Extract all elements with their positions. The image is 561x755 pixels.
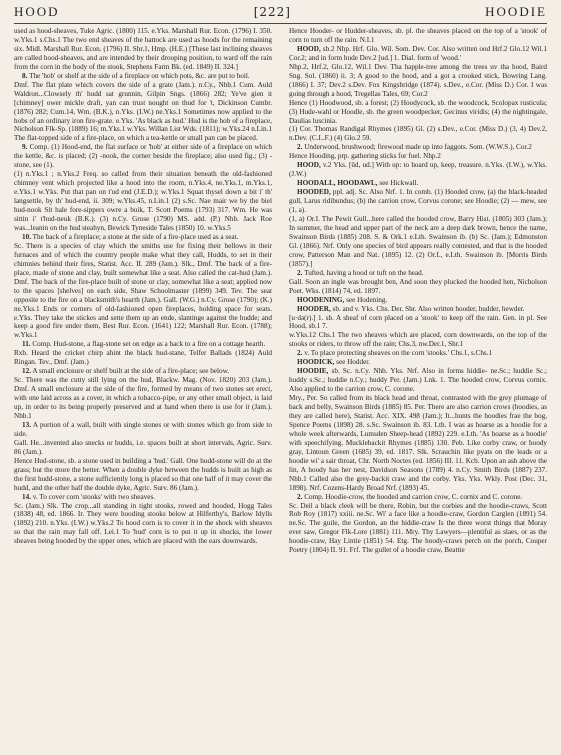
- dictionary-entry: [289, 358, 547, 367]
- entry-headword: HOODALL, HOODAWL,: [297, 179, 378, 188]
- dictionary-entry: [289, 269, 547, 278]
- dictionary-entry: [14, 143, 272, 170]
- entry-headword: HOODER,: [297, 304, 331, 313]
- entry-text: [u·də(r).] 1. sb. A sheaf of corn placed on a 'stook' to keep off the rain. Gen. in pl. See Hood, sb.1 7.: [289, 313, 547, 331]
- left-column: [14, 27, 272, 749]
- entry-text: Sc. There was the cutty still lying on the hud, Blackw. Mag. (Nov. 1820) 203 (Jam.). Dmf. A small enclosure at the side of the fire, formed by means of two stones set erect, with one laid across as a cover, in which a tobacco-pipe, or any other small object, is laid up, in order to its being properly preserved and at hand when there is use for it (Jam.). Nhb.1: [14, 376, 272, 420]
- entry-text: Hence Hooding, prp. gathering sticks for fuel. Nhp.2: [289, 152, 441, 161]
- entry-text: Comp. Hoodie-crow, the hooded and carrion crow, C. cornix and C. corone.: [304, 492, 523, 501]
- entry-headword: 9.: [22, 143, 28, 152]
- dictionary-entry: [14, 493, 272, 502]
- entry-text: see Hickwall.: [379, 179, 419, 188]
- entry-text: Mry., Per. So called from its black head and throat, contrasted with the grey plumage of back and belly, Swainson Birds (1885) 85. Per. There are also carrion crows (hoodies, as they are called here), Statist. Acc. XIX. 498 (Jam.); It...hunts the hoodies frae the bog, Spence Poems (1898) 28. s.Sc. Swainson ib. 83. Lth. I was as hoarse as a hoodie for a whole week afterwards, Lumsden Sheep-head (1892) 229. e.Lth. 'As hoarse as a hoodie' with speechifying, Mucklebackit Rhymes (1885) 130. Peb. Like corby craw, or hoody gray, Lintoun Green (1685) 39, ed. 1817. Slk. Scrauchin like pyats on the leads or a hoodie wi' a sair throat, Chr. North Noctes (ed. 1856) III. 11. Kcb. Upon an ash above the lin, A hoody has her nest, Davidson Seasons (1789) 4. n.Cy. Smith Birds (1887) 237. Nhb.1 Called also the grey-backit craw and the corby. Yks. Yks. Wkly. Post (Dec. 31, 1898). Nrf. Cozens-Hardy Broad Nrf. (1893) 45.: [289, 394, 547, 492]
- dictionary-entry: [289, 305, 547, 314]
- dictionary-entry: [289, 331, 547, 349]
- entry-text: see Hodening.: [346, 295, 388, 304]
- dictionary-entry: [289, 215, 547, 269]
- header-right-word: HOODIE: [485, 4, 547, 19]
- entry-text: Sc. Deil a black cleek will be there, Robin, but the corbies and the hoodie-craws, Scott Rob Roy (1817) xxiii. ne.Sc. Wi' a face like a hoodie-craw, Gordon Carglen (1891) 54. ne.Sc. The guile, the Gordon, an the hiddie-craw Is the three worst things that Moray ever saw, Gregor Flk-Lore (1881) 111. Mry. Thy Lawyers—plentiful as slaes, or as the hoodie-craw, Hay Lintie (1851) 54. Etg. The hoody-craws perch on the porch, Couper Poetry (1804) II. 91. Frf. The gullet of a hoodie craw, Beattie: [289, 501, 547, 555]
- entry-text: Sc. (Jam.) Slk. The crop...all standing in tight stooks, rowed and hooded, Hogg Tales (1838) 48, ed. 1866. Ir. They were hooding stooks below at Hilferthy's, Barlow Idylls (1892) 210. n.Yks. (I.W.) w.Yks.2 To hood corn is to cover it in the shock with sheaves so that the rain may fall off. Lei.1 To 'hud' corn is to put it up in shocks, the lower sheaves being hooded by the upper ones, which are placed with the ears downwards.: [14, 501, 272, 546]
- dictionary-entry: [289, 125, 547, 143]
- entry-headword: HOOD,: [297, 44, 321, 53]
- dictionary-entry: [289, 99, 547, 126]
- entry-text: ppl. adj. Sc. Also Nrf. 1. In comb. (1) Hooded crow, (a) the black-headed gull, Larus ridibundus; (b) the carrion crow, Corvus corone; see Hoodie; (2) — mew, see (1, a).: [289, 188, 547, 215]
- dictionary-entry: [289, 161, 547, 179]
- entry-headword: 2.: [297, 268, 303, 277]
- entry-text: (1) Cor. Thomas Randigal Rhymes (1895) Gl. (2) s.Dev., e.Cor. (Miss D.) (3, 4) Dev.2, n.Dev. (C.L.F.) (4) Glo.2 59.: [289, 125, 547, 143]
- dictionary-entry: [289, 179, 547, 188]
- entry-headword: 13.: [22, 420, 31, 429]
- entry-text: sb. Sc. n.Cy. Nhb. Yks. Nrf. Also in forms hiddie- ne.Sc.; huddie Sc.; huddy s.Sc.; huddie n.Cy.; huddy Per. (Jam.) Lnk. 1. The hooded crow, Corvus cornix. Also applied to the carrion crow, C. corone.: [289, 367, 547, 394]
- entry-text: Dmf. The flat plate which covers the side of a grate (Jam.). n.Cy., Nhb.1 Cum. Auld Waldron...Clowsely th' hudd sat grunnin, Gilpin Sngs. (1866) 282; Ye've gien it [chimney] ower mickle draft, yan can trust nought on thud for 't, Dickinson Cumbr. (1876) 282; Cum.14, Wm. (B.K.), n.Yks. (I.W.) ne.Yks.1 Sometimes now applied to the hobs of an ordinary iron fire-grate. e.Yks. 'As black as hud.' Hud is the hob of a fireplace, Nicholson Flk-Sp. (1889) 16; m.Yks.1 w.Yks. Willan List Wds. (1811); w.Yks.24 n.Lin.1 The flat-topped side of a fire-place, on which a tea-kettle or small pan can be placed.: [14, 80, 272, 143]
- dictionary-entry: [289, 143, 547, 152]
- entry-headword: HOODED,: [297, 188, 331, 197]
- dictionary-entry: [14, 170, 272, 233]
- dictionary-entry: [289, 45, 547, 63]
- entry-text: A small enclosure or shelf built at the side of a fire-place; see below.: [32, 367, 230, 376]
- entry-text: The back of a fireplace; a stone at the side of a fire-place used as a seat.: [32, 232, 239, 241]
- entry-text: Nhp.2, Hrf.2, Glo.12, Wil.1 Dev. Tha happle-tree among the trees uv tha hood, Baird Sng. Sol. (1860) ii. 3; A good to the hood, and a got a crooked stick, Bowring Lang. (1866) I. 37; Dev.2 s.Dev. Fox Kingsbridge (1874). s.Dev., e.Cor. (Miss D.) Cor. I was going through a hood, Tregellas Tales, 69; Cor.2: [289, 62, 547, 98]
- entry-headword: HOODENING,: [297, 295, 345, 304]
- entry-text: (1) n.Yks.1 ; n.Yks.2 Freq. so called from their situation beneath the old-fashioned chimney vent which projected like a hood into the room, n.Yks.4, ne.Yks.1, m.Yks.1, e.Yks.1 w.Yks. Put that pan on t'ud end (J.E.D.); w.Yks.1 Squat thysel down a bit i' th' langsettle, by th' hud-end, ii. 309; w.Yks.45, n.Lin.1 (2) s.Sc. Nae mair we by the biel hud-nook Sit hale fore-sippers owre a buik, T. Scott Poems (1793) 317. Wm. He was sittin i' t'hud-neuk (B.K.). (3) n.Cy. Grose (1790) MS. add. (P.) Nhb. Jack Roe was...leanin on the hud steahyn, Bewick Tyneside Tales (1850) 10. w.Yks.5: [14, 170, 272, 232]
- entry-text: v. To place protecting sheaves on the corn 'stooks.' Chs.1, s.Chs.1: [304, 349, 493, 358]
- dictionary-entry: [289, 27, 547, 45]
- entry-text: Hence Hooder- or Hudder-sheaves, sb. pl. the sheaves placed on the top of a 'stook' of corn to turn off the rain. N.I.1: [289, 27, 547, 44]
- entry-headword: 11.: [22, 340, 31, 349]
- dictionary-entry: [289, 502, 547, 556]
- right-column: [289, 27, 547, 749]
- dictionary-entry: [14, 376, 272, 421]
- entry-headword: 12.: [22, 367, 31, 376]
- dictionary-entry: [14, 439, 272, 457]
- running-header: [14, 4, 547, 24]
- dictionary-entry: [14, 27, 272, 72]
- entry-text: Hence (1) Hoodwood, sb. a forest; (2) Hoodycock, sb. the woodcock, Scolopax rusticula; (3) Hude-wahl or Hoodle, sb. the green woodpecker, Gecinus viridis; (4) the nightingale, Daulias luscinia.: [289, 98, 547, 125]
- header-rule: [14, 23, 547, 24]
- entry-text: A portion of a wall, built with single stones or with stones which go from side to side.: [14, 420, 272, 438]
- entry-text: Gall. Soon an ingle was brought ben, And soon they plucked the hooded hen, Nicholson Poet. Wks. (1814) 74, ed. 1897.: [289, 277, 547, 295]
- dictionary-entry: [14, 367, 272, 376]
- entry-text: Comp. Hud-stone, a flag-stone set on edge as a back to a fire on a cottage hearth.: [32, 340, 266, 349]
- dictionary-entry: [289, 188, 547, 215]
- entry-headword: 2.: [297, 349, 303, 358]
- dictionary-entry: [289, 367, 547, 394]
- entry-text: Underwood, brushwood; firewood made up into faggots. Som. (W.W.S.), Cor.2: [304, 143, 532, 152]
- entry-text: Rxb. Heard the cricket chirp ahint the black hud-stane, Telfer Ballads (1824) Auld Ringan. Tev., Dmf. (Jam.): [14, 349, 272, 367]
- entry-text: sb. and v. Yks. Chs. Der. Shr. Also written hooder, hudder, hewder.: [332, 304, 525, 313]
- dictionary-entry: [14, 81, 272, 144]
- entry-text: (1, a) Or.I. The Pewit Gull...here called the hooded crow, Barry Hist. (1805) 303 (Jam.); In summer, the head and upper part of the neck are a deep dark brown, hence the name, Swainson Birds (1885) 208. S. & Ork.1 e.Lth. Swainson ib. (b) Sc. (Jam.); Edmonston Gl. (1866). Nrf. Only one species of bird appears really contested, and that is the hooded crow, Patterson Man and Nat. (1895) 12. (2) Or.I., e.Lth. Swainson ib. [Morris Birds (1857).]: [289, 215, 547, 268]
- entry-text: Comp. (1) Hood-end, the flat surface or 'hob' at either side of a fireplace on which the kettle, &c. is placed; (2) -nook, the corner beside the fireplace; also used fig.; (3) -stone, see (1).: [14, 143, 272, 170]
- entry-text: Gall. He...invented also snecks or budds, i.e. spaces built at short intervals, Agric. Surv. 86 (Jam.).: [14, 438, 272, 456]
- entry-text: Sc. There is a species of clay which the smiths use for fixing their bellows in their furnaces and of which the country people make what they call, Hudds, to set in their chimnies behind their fires, Statist. Acc. II. 289 (Jam.). Slk., Dmf. The back of a fire-place, made of stone and clay, built somewhat like a seat. Also called the cat-hud (Jam.). Dmf. The back of the fire-place built of stone or clay, somewhat like a seat; applied now to the spaces [shelves] on each side, Shaw Schoolmaster (1899) 349. Tev. The seat opposite to the fire on a blacksmith's hearth (Jam.). Gall. (W.G.) n.Cy. Grose (1790); (K.) ne.Yks.1 Ends or corners of old-fashioned open fireplaces, holding space for seats. e.Yks. They take the stickes and sette them up an ende, slantinge against the hudde; and keep a good fire under them, Best Rur. Econ. (1641) 122; Marshall Rur. Econ. (1788); w.Yks.1: [14, 241, 272, 340]
- entry-text: w.Yks.12 Chs.1 The two sheaves which are placed, corn downwards, on the top of the stooks or riders, to throw off the rain; Chs.3, nw.Der.1, Shr.1: [289, 331, 547, 349]
- header-left-word: HOOD: [14, 4, 60, 19]
- entry-text: The 'hob' or shelf at the side of a fireplace on which pots, &c. are put to boil.: [29, 71, 250, 80]
- dictionary-entry: [14, 349, 272, 367]
- entry-headword: HOODIE,: [297, 367, 329, 376]
- entry-headword: 2.: [297, 492, 303, 501]
- entry-text: see Hodder.: [336, 358, 371, 367]
- entry-headword: 2.: [297, 143, 303, 152]
- entry-text: Tufted, having a hood or tuft on the head.: [304, 268, 424, 277]
- entry-headword: 8.: [22, 71, 28, 80]
- dictionary-entry: [14, 457, 272, 493]
- entry-headword: HOODICK,: [297, 358, 335, 367]
- dictionary-entry: [14, 340, 272, 349]
- entry-text: Hence Hud-stone, sb. a stone used in building a 'hud.' Gall. One hudd-stone will do at the grass; but the more the better. When a double dyke between the hudds is built as high as the first hudd-stone, a stone sufficiently long is placed so that one half of it may cover the hudd, and the other half the double dyke, Agric. Surv. 86 (Jam.).: [14, 456, 272, 492]
- entry-text: sb.2 Nhp. Hrf. Glo. Wil. Som. Dev. Cor. Also written ood Hrf.2 Glo.12 Wil.1 Cor.2; and in form hude Dev.2 [ud.] 1. Dial. form of 'wood.': [289, 44, 547, 62]
- dictionary-entry: [289, 493, 547, 502]
- dictionary-entry: [289, 349, 547, 358]
- dictionary-entry: [289, 63, 547, 99]
- dictionary-entry: [289, 296, 547, 305]
- dictionary-entry: [14, 421, 272, 439]
- entry-headword: HOOD,: [297, 161, 321, 170]
- entry-text: v.2 Yks. [ūd, ud.] With up: to hoard up, keep, treasure. n.Yks. (I.W.), w.Yks. (J.W.): [289, 161, 547, 179]
- entry-text: used as hood-sheaves, Tuke Agric. (1800) 115. e.Yks. Marshall Rur. Econ. (1796) I. 350. w.Yks.1 s.Chs.1 The two end sheaves of the hattock are used as hoods for the remaining six. Midl. Marshall Rur. Econ. (1796) II. Shr.1, Hmp. (H.E.) [These last inclining sheaves are called hood-sheaves, and are intended by their drooping position, to ward off the rain from the corn in the body of the stook, Stephens Farm Bk. (ed. 1849) II. 324.]: [14, 27, 272, 71]
- dictionary-entry: [14, 502, 272, 547]
- dictionary-entry: [14, 242, 272, 340]
- dictionary-entry: [289, 278, 547, 296]
- dictionary-entry: [14, 72, 272, 81]
- dictionary-entry: [289, 152, 547, 161]
- entry-headword: 14.: [22, 492, 31, 501]
- entry-text: v. To cover corn 'stooks' with two sheaves.: [32, 492, 156, 501]
- dictionary-entry: [14, 233, 272, 242]
- dictionary-entry: [289, 394, 547, 492]
- entry-headword: 10.: [22, 232, 31, 241]
- dictionary-entry: [289, 314, 547, 332]
- page-number: [222]: [253, 5, 291, 19]
